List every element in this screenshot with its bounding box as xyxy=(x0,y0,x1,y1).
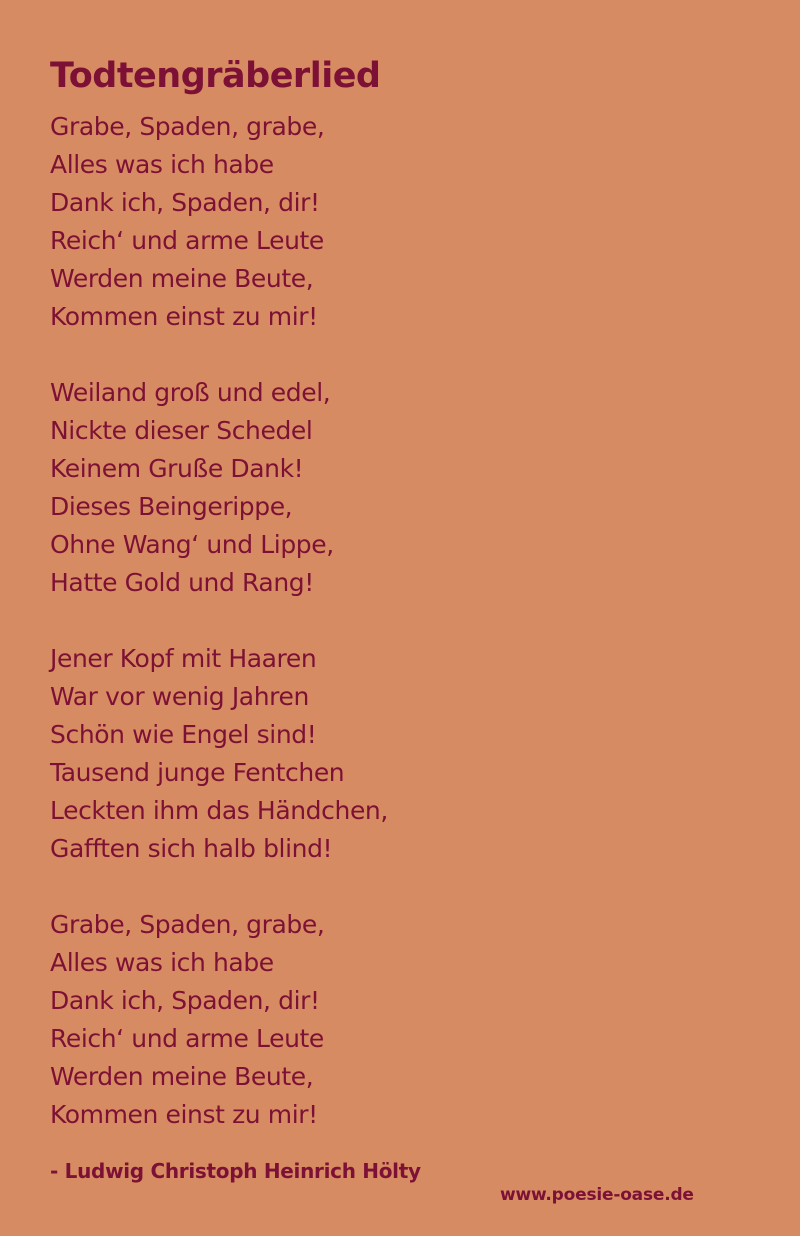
poem-line: Reich‘ und arme Leute xyxy=(50,1024,324,1053)
poem-line: Weiland groß und edel, xyxy=(50,378,331,407)
poem-line: Werden meine Beute, xyxy=(50,1062,314,1091)
poem-line: Schön wie Engel sind! xyxy=(50,720,317,749)
poem xyxy=(50,52,770,1172)
stanza xyxy=(50,374,770,602)
poem-line: Kommen einst zu mir! xyxy=(50,302,318,331)
poem-line: Grabe, Spaden, grabe, xyxy=(50,910,325,939)
poem-line: Kommen einst zu mir! xyxy=(50,1100,318,1129)
poem-line: Dank ich, Spaden, dir! xyxy=(50,188,320,217)
poem-line: Hatte Gold und Rang! xyxy=(50,568,314,597)
poem-line: Reich‘ und arme Leute xyxy=(50,226,324,255)
website-link[interactable]: www.poesie-oase.de xyxy=(500,1185,694,1205)
poem-line: Tausend junge Fentchen xyxy=(50,758,345,787)
poem-line: Grabe, Spaden, grabe, xyxy=(50,112,325,141)
poem-line: Alles was ich habe xyxy=(50,948,274,977)
stanza xyxy=(50,906,770,1134)
poem-line: Gafften sich halb blind! xyxy=(50,834,333,863)
poem-line: War vor wenig Jahren xyxy=(50,682,309,711)
stanza xyxy=(50,108,770,336)
poem-title: Todtengräberlied xyxy=(50,56,381,96)
poem-line: Ohne Wang‘ und Lippe, xyxy=(50,530,334,559)
poem-line: Jener Kopf mit Haaren xyxy=(50,644,317,673)
poem-line: Dieses Beingerippe, xyxy=(50,492,293,521)
poem-line: Leckten ihm das Händchen, xyxy=(50,796,388,825)
stanza xyxy=(50,640,770,868)
poem-line: Nickte dieser Schedel xyxy=(50,416,313,445)
poem-line: Keinem Gruße Dank! xyxy=(50,454,304,483)
poem-line: Werden meine Beute, xyxy=(50,264,314,293)
poem-line: Alles was ich habe xyxy=(50,150,274,179)
poem-line: Dank ich, Spaden, dir! xyxy=(50,986,320,1015)
poem-author: - Ludwig Christoph Heinrich Hölty xyxy=(50,1159,421,1183)
